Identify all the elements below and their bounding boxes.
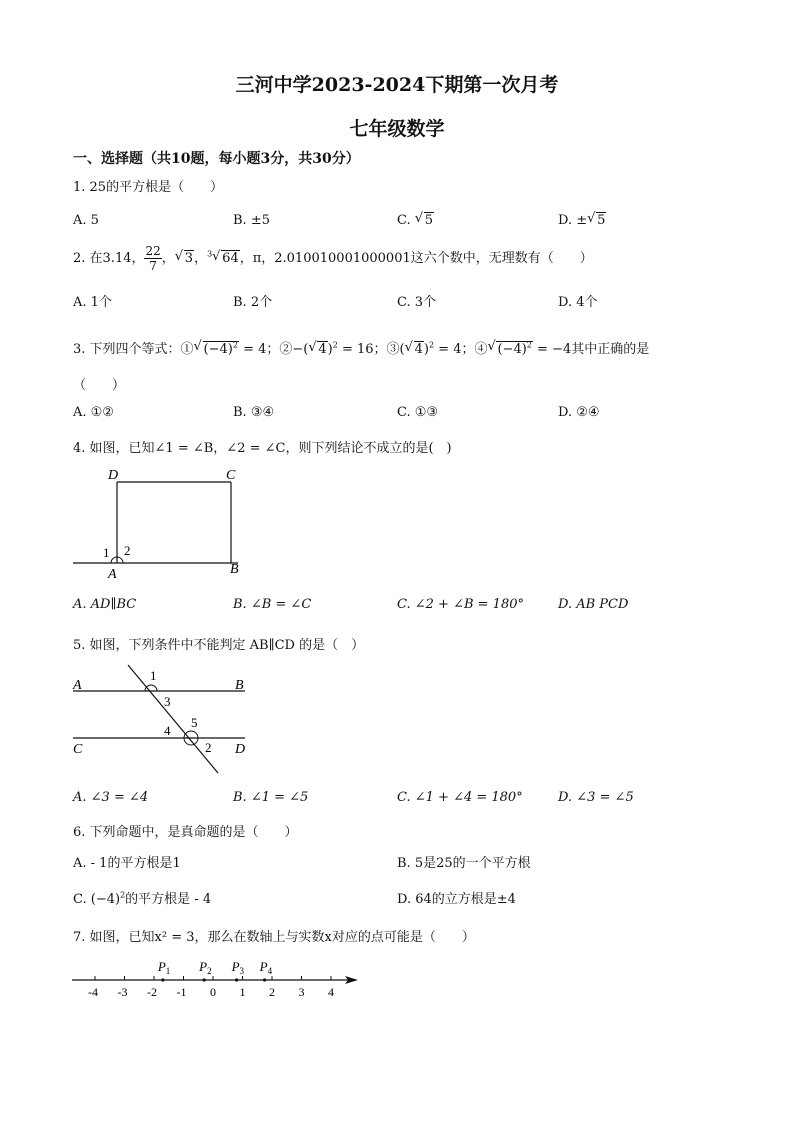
q4-label-1: 1 xyxy=(103,545,110,560)
q6-option-b: B. 5是25的一个平方根 xyxy=(397,856,531,871)
q5-option-c: C. ∠1 + ∠4 = 180° xyxy=(397,790,523,805)
number-line-tick-label: -4 xyxy=(88,985,98,999)
number-line-tick-label: -2 xyxy=(147,985,157,999)
q2-option-c: C. 3个 xyxy=(397,295,437,310)
number-line-point-label: $P_1$ xyxy=(157,959,171,976)
q4-option-d: D. AB PCD xyxy=(558,597,629,612)
q7-number-line xyxy=(65,955,365,1005)
q5-label-1: 1 xyxy=(150,668,157,683)
number-line-point-label: $P_3$ xyxy=(231,959,245,976)
section-heading: 一、选择题（共10题，每小题3分，共30分） xyxy=(73,151,360,167)
q3-option-b: B. ③④ xyxy=(233,405,275,420)
number-line-tick-label: 4 xyxy=(328,985,334,999)
page-subtitle: 七年级数学 xyxy=(349,118,445,140)
q1-option-d: D. ±√ 5 xyxy=(558,213,606,228)
page-title: 三河中学2023-2024下期第一次月考 xyxy=(235,74,559,96)
question-1-stem: 1. 25的平方根是（ ） xyxy=(73,180,224,195)
number-line-point xyxy=(235,978,238,981)
q5-label-c: C xyxy=(73,742,83,757)
number-line-tick-label: 0 xyxy=(210,985,216,999)
q5-label-2: 2 xyxy=(205,740,212,755)
question-4-stem: 4. 如图，已知∠1 = ∠B，∠2 = ∠C，则下列结论不成立的是( ) xyxy=(73,441,452,456)
number-line-point xyxy=(161,978,164,981)
question-3-stem: 3. 下列四个等式：①√ $(-4)^2 = 4$；②−(√ 4)$^2$ = 16；③(√ 4)$^2$ = 4；④√ $(-4)^2 = -4$其中正确的是 xyxy=(73,338,649,357)
number-line-tick-label: -1 xyxy=(176,985,187,999)
q4-label-2: 2 xyxy=(124,543,131,558)
q5-option-b: B. ∠1 = ∠5 xyxy=(233,790,309,805)
q4-option-c: C. ∠2 + ∠B = 180° xyxy=(397,597,524,612)
q6-option-d: D. 64的立方根是±4 xyxy=(397,892,516,907)
q2-option-d: D. 4个 xyxy=(558,295,598,310)
q6-option-a: A. - 1的平方根是1 xyxy=(73,856,181,871)
question-6-stem: 6. 下列命题中，是真命题的是（ ） xyxy=(73,825,298,840)
q4-label-a: A xyxy=(108,567,117,580)
number-line-tick-label: 2 xyxy=(269,985,275,999)
q6-option-c: C. $(-4)^2$的平方根是 - 4 xyxy=(73,890,212,907)
q1-option-b: B. ±5 xyxy=(233,213,270,228)
q4-figure xyxy=(70,462,250,580)
number-line-point-label: $P_2$ xyxy=(199,959,212,976)
q5-label-4: 4 xyxy=(164,723,171,738)
q3-option-a: A. ①② xyxy=(73,405,114,420)
number-line-point xyxy=(203,978,206,981)
q2-option-b: B. 2个 xyxy=(233,295,273,310)
number-line-tick-label: -3 xyxy=(117,985,128,999)
q4-option-b: B. ∠B = ∠C xyxy=(233,597,312,612)
question-3-paren: （ ） xyxy=(73,378,126,393)
q4-label-c: C xyxy=(226,468,236,483)
number-line-tick-label: 1 xyxy=(239,985,246,999)
q2-option-a: A. 1个 xyxy=(73,295,112,310)
q1-option-c: C. √ 5 xyxy=(397,213,434,228)
q5-label-5: 5 xyxy=(191,715,198,730)
q5-transversal xyxy=(128,665,218,773)
q4-option-a: A. AD∥BC xyxy=(73,597,137,612)
question-2-stem: 2. 在3.14， $\frac{22}{7}$ ，√ 3，$^3$√ 64，π，2.010010001000001这六个数中，无理数有（ ） xyxy=(73,244,593,273)
q5-label-b: B xyxy=(235,678,244,693)
q5-option-d: D. ∠3 = ∠5 xyxy=(558,790,634,805)
q4-label-d: D xyxy=(108,468,119,483)
q3-option-c: C. ①③ xyxy=(397,405,439,420)
number-line-tick-label: 3 xyxy=(298,985,305,999)
number-line-point xyxy=(263,978,266,981)
q5-option-a: A. ∠3 = ∠4 xyxy=(73,790,149,805)
q5-label-d: D xyxy=(235,742,246,757)
q5-label-a: A xyxy=(73,678,82,693)
fraction-22-7: $\frac{22}{7}$ xyxy=(145,244,161,273)
q3-option-d: D. ②④ xyxy=(558,405,600,420)
question-7-stem: 7. 如图，已知x² = 3，那么在数轴上与实数x对应的点可能是（ ） xyxy=(73,930,475,945)
q4-label-b: B xyxy=(230,562,239,577)
question-5-stem: 5. 如图，下列条件中不能判定 AB∥CD 的是（ ） xyxy=(73,638,365,653)
q5-label-3: 3 xyxy=(164,694,171,709)
number-line-point-label: $P_4$ xyxy=(259,959,273,976)
q1-option-a: A. 5 xyxy=(73,213,99,228)
q5-figure xyxy=(70,660,255,780)
